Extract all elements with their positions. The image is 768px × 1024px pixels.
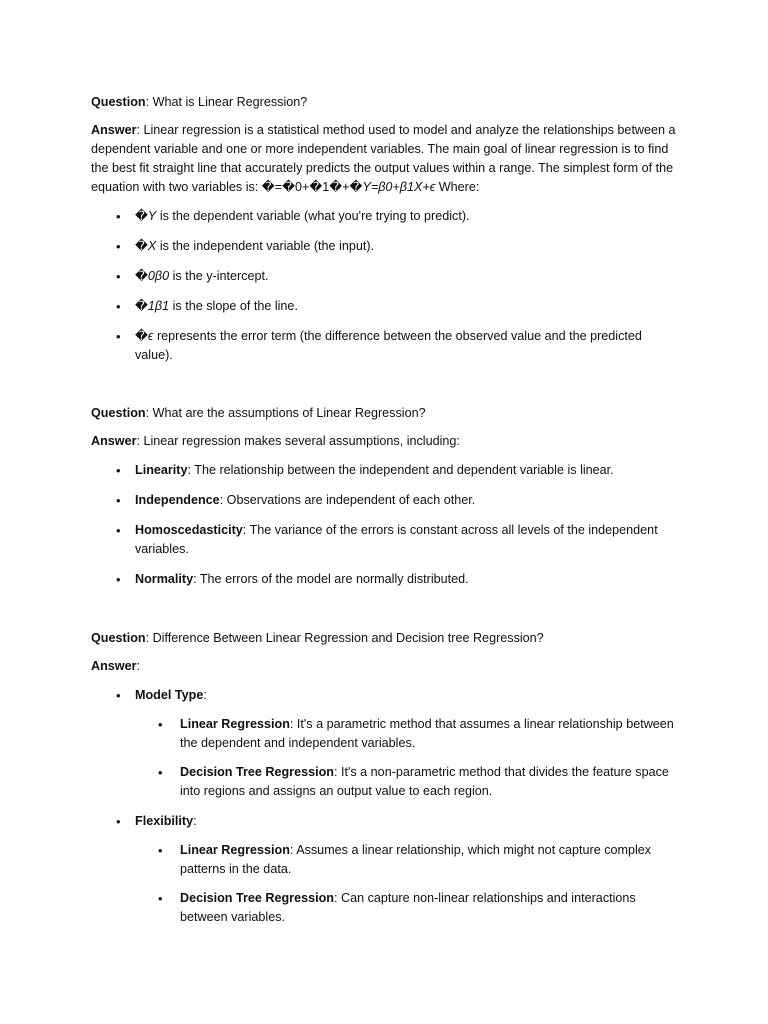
list-item: • �ϵ represents the error term (the difference between the observed value and the predicted value).	[91, 327, 681, 365]
answer-label: Answer	[91, 123, 137, 137]
question-text: : What is Linear Regression?	[145, 95, 308, 109]
list-item: • Normality: The errors of the model are normally distributed.	[91, 570, 681, 589]
question-label: Question	[91, 406, 146, 420]
list-item: • Flexibility: • Linear Regression: Assumes a linear relationship, which might not capture complex patterns in the data. • Decision Tree Regression: Can capture non-linear relationships and interactions between variables.	[91, 812, 681, 927]
answer-1	[91, 121, 681, 197]
variable-list	[91, 207, 681, 365]
question-text: : What are the assumptions of Linear Regression?	[145, 406, 426, 420]
sub-list	[135, 841, 681, 927]
list-item: • �0β0 is the y-intercept.	[91, 267, 681, 286]
answer-2	[91, 432, 681, 451]
answer-text: :	[136, 659, 140, 673]
list-item: • Independence: Observations are independent of each other.	[91, 491, 681, 510]
question-2	[91, 404, 681, 423]
sub-list	[135, 715, 681, 801]
sub-list-item: • Linear Regression: Assumes a linear relationship, which might not capture complex patterns in the data.	[135, 841, 681, 879]
list-item: • �Y is the dependent variable (what you're trying to predict).	[91, 207, 681, 226]
list-item: • �X is the independent variable (the input).	[91, 237, 681, 256]
question-1	[91, 93, 681, 112]
document-page	[91, 93, 681, 938]
question-text: : Difference Between Linear Regression and Decision tree Regression?	[145, 631, 544, 645]
answer-label: Answer	[91, 659, 137, 673]
list-item: • Homoscedasticity: The variance of the errors is constant across all levels of the independent variables.	[91, 521, 681, 559]
list-item: • Linearity: The relationship between the independent and dependent variable is linear.	[91, 461, 681, 480]
answer-tail: Where:	[435, 180, 480, 194]
assumption-list	[91, 461, 681, 589]
list-item: • �1β1 is the slope of the line.	[91, 297, 681, 316]
question-label: Question	[91, 631, 146, 645]
question-label: Question	[91, 95, 146, 109]
sub-list-item: • Decision Tree Regression: It's a non-parametric method that divides the feature space into regions and assigns an output value to each region.	[135, 763, 681, 801]
sub-list-item: • Decision Tree Regression: Can capture non-linear relationships and interactions between variables.	[135, 889, 681, 927]
list-item: • Model Type: • Linear Regression: It's a parametric method that assumes a linear relationship between the dependent and independent variables. • Decision Tree Regression: It's a non-parametric method that divides the feature space into regions and assigns an output value to each region.	[91, 686, 681, 801]
comparison-list	[91, 686, 681, 927]
equation: Y=β0+β1X+ϵ	[362, 180, 436, 194]
sub-list-item: • Linear Regression: It's a parametric method that assumes a linear relationship between the dependent and independent variables.	[135, 715, 681, 753]
answer-3	[91, 657, 681, 676]
spacer	[91, 376, 681, 404]
answer-text: : Linear regression makes several assumptions, including:	[136, 434, 460, 448]
answer-label: Answer	[91, 434, 137, 448]
answer-text: : Linear regression is a statistical method used to model and analyze the relationships between a dependent variable and one or more independent variables. The main goal of linear regression is to find the best fit straight line that accurately predicts the output values within a range. The simplest form of the equation with two variables is: �=�0+�1�+�	[91, 123, 676, 194]
question-3	[91, 629, 681, 648]
spacer	[91, 600, 681, 629]
